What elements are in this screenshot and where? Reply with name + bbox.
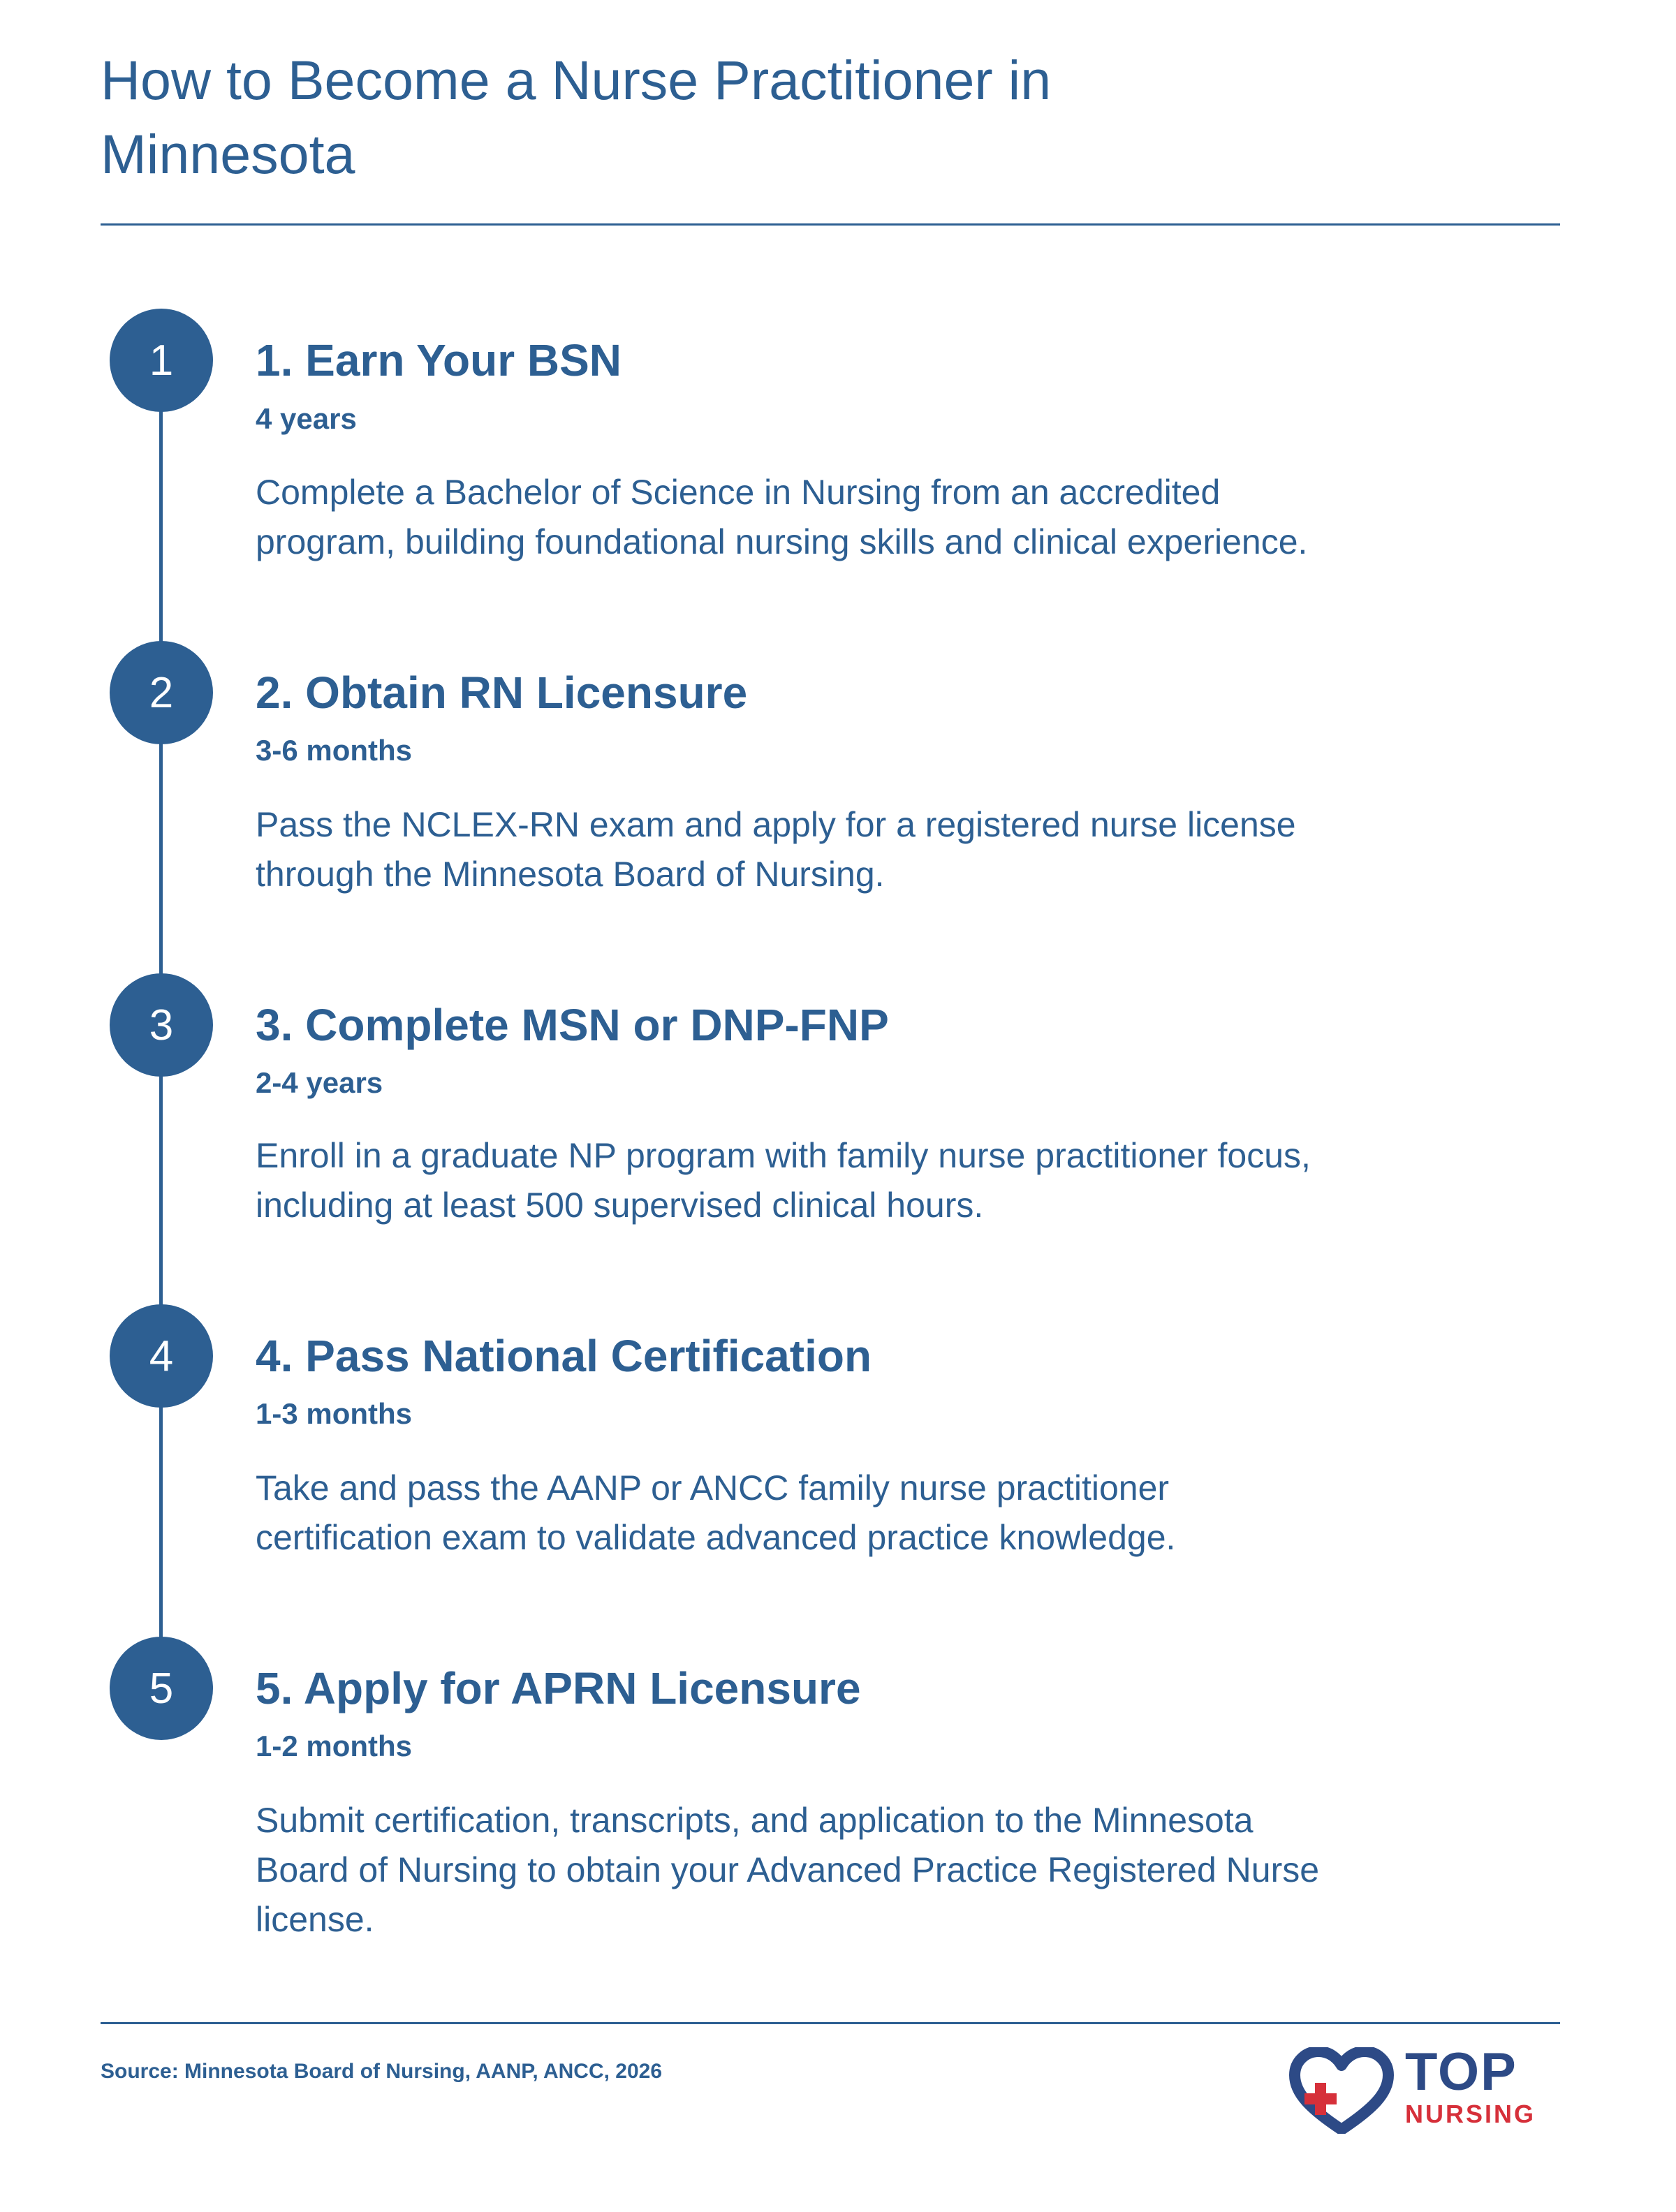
step-4-number-badge: 4 <box>110 1304 213 1408</box>
header-divider <box>101 223 1560 226</box>
step-3-duration: 2-4 years <box>256 1066 383 1099</box>
footer-divider <box>101 2022 1560 2024</box>
logo-text-top: TOP <box>1405 2042 1517 2102</box>
top-nursing-logo <box>1289 2044 1561 2135</box>
step-2-title: 2. Obtain RN Licensure <box>256 668 748 718</box>
step-3-description: Enroll in a graduate NP program with family nurse practitioner focus, including at least 500 supervised clinical hours. <box>256 1136 1311 1225</box>
logo-text-nursing: NURSING <box>1405 2100 1536 2128</box>
source-note: Source: Minnesota Board of Nursing, AANP, ANCC, 2026 <box>101 2060 663 2083</box>
page-title: How to Become a Nurse Practitioner in Minnesota <box>101 49 1052 185</box>
heart-cross-icon <box>1289 2047 1394 2134</box>
step-2-description: Pass the NCLEX-RN exam and apply for a registered nurse license through the Minnesota Board of Nursing. <box>256 805 1296 894</box>
step-2-number-badge: 2 <box>110 641 213 744</box>
step-1-number-badge: 1 <box>110 309 213 412</box>
step-4-title: 4. Pass National Certification <box>256 1331 872 1381</box>
step-3-number-badge: 3 <box>110 973 213 1077</box>
step-5-title: 5. Apply for APRN Licensure <box>256 1663 861 1713</box>
step-2-duration: 3-6 months <box>256 734 413 767</box>
step-5-number-badge: 5 <box>110 1637 213 1740</box>
step-5-description: Submit certification, transcripts, and application to the Minnesota Board of Nursing to obtain your Advanced Practice Registered Nurse license. <box>256 1801 1320 1939</box>
step-1-description: Complete a Bachelor of Science in Nursing from an accredited program, building foundational nursing skills and clinical experience. <box>256 473 1308 561</box>
step-1-duration: 4 years <box>256 402 357 435</box>
step-5-duration: 1-2 months <box>256 1730 413 1762</box>
step-4-duration: 1-3 months <box>256 1397 413 1430</box>
step-1-title: 1. Earn Your BSN <box>256 335 622 385</box>
step-4-description: Take and pass the AANP or ANCC family nurse practitioner certification exam to validate advanced practice knowledge. <box>256 1468 1176 1557</box>
step-3-title: 3. Complete MSN or DNP-FNP <box>256 1000 889 1050</box>
